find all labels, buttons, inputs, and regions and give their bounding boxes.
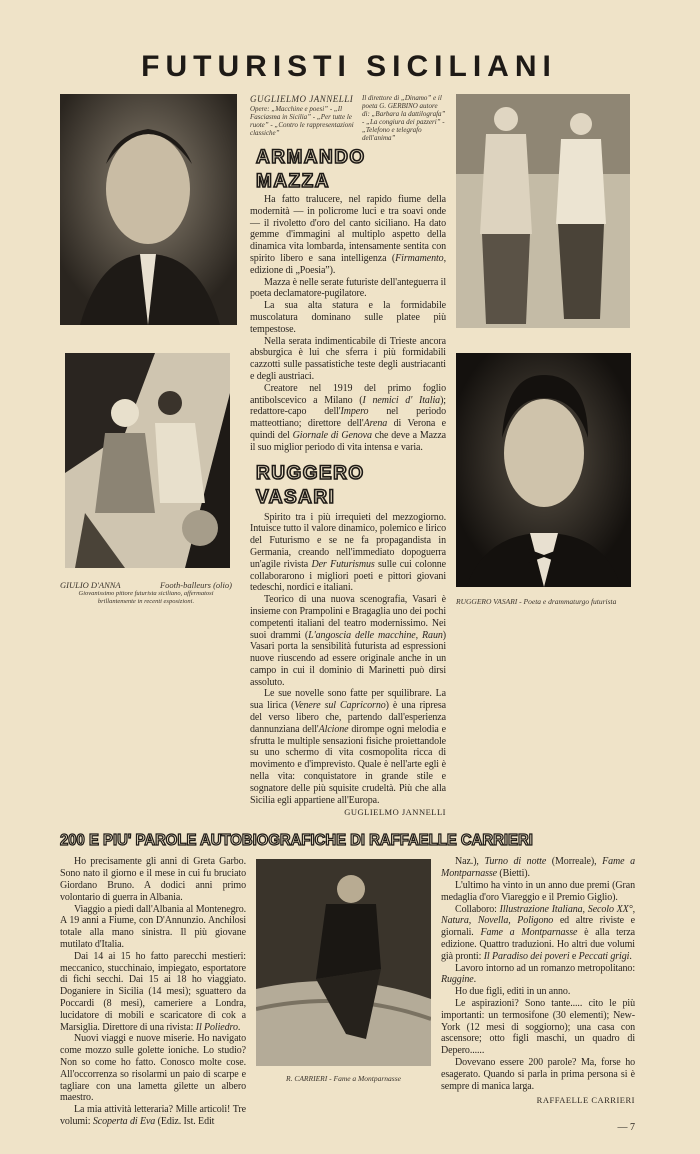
- text-run: Dovevano essere 200 parole? Ma, forse ho esagerato. Quando si parla in prima persona si è sempre di manica larga.: [441, 1057, 635, 1092]
- text-run: Nella serata indimenticabile di Trieste ancora absburgica è lui che sferra i più formidabili cazzotti sulle passatistiche teste degli austriacanti e degli austriaci.: [250, 335, 446, 382]
- text-run: Viaggio a piedi dall'Albania al Montenegro. A 19 anni a Fiume, con D'Annunzio. Anchilosi totale alla mano sinistra. Il più giovane mutilato d'Italia.: [60, 903, 246, 951]
- text-run: Naz.),: [455, 856, 485, 868]
- text-run: è alla terza edizione. Quattro traduzioni. Ho altri due volumi già pronti:: [441, 927, 636, 962]
- top-section: [60, 94, 638, 818]
- left-column: [60, 94, 240, 818]
- text-run: Mazza è nelle serate futuriste dell'anteguerra il poeta declamatore-pugilatore.: [250, 276, 446, 300]
- text-run: Ha fatto tralucere, nel rapido fiume della modernità — in policrome luci e tra soavi onde — il rivoletto d'oro del canto siciliano. Ha dato gemme d'immagini al multiplo aspetto della dinamica vita lombarda, intensamente sentita con spirito libero e sana intelligenza (: [250, 194, 446, 264]
- signature-carrieri: RAFFAELLE CARRIERI: [536, 1095, 635, 1106]
- paragraph: [441, 998, 635, 1057]
- caption-name: GUGLIELMO JANNELLI: [250, 94, 354, 104]
- text-run: ed altre riviste e giornali.: [441, 915, 635, 939]
- italic-title: Arena: [363, 418, 388, 430]
- caption-dinamo: Il direttore di „Dinamo” e il poeta G. GERBINO autore di: „Barbara la dattilografa” - „La congiura dei pazzeri” - „Telefono e telegrafo dell'anima”: [362, 94, 446, 142]
- text-run: che deve a Mazza il suo miglior periodo di vita intensa e varia.: [250, 429, 446, 453]
- paragraph: [60, 1033, 246, 1104]
- paragraph: [250, 277, 446, 301]
- text-run: ); redattore-capo dell': [250, 394, 446, 418]
- caption-vasari: RUGGERO VASARI - Poeta e drammaturgo futurista: [456, 597, 617, 606]
- text-run: dirompe ogni melodia e sfrutta le multiple sensazioni fisiche proiettandole su uno schermo di vita cosmopolita ricca di movimento e d'imprevisto. Quale è nell'arte egli è nella vita: conquistatore in grande stile e sognatore delle più squisite crudeltà. Più che alla Sicilia egli appartiene all'Europa.: [250, 723, 446, 806]
- paragraph: [441, 880, 635, 904]
- italic-title: Giornale di Genova: [292, 429, 372, 441]
- caption-name: GIULIO D'ANNA: [60, 580, 121, 590]
- portrait-photo-mazza: [60, 94, 237, 325]
- text-run: ) è una ripresa del verso libero che, partendo dall'esperienza dannunziana dell': [250, 700, 446, 735]
- text-run: Lavoro intorno ad un romanzo metropolitano:: [455, 962, 635, 974]
- paragraph: [441, 856, 635, 880]
- signature-jannelli: GUGLIELMO JANNELLI: [344, 807, 446, 818]
- text-run: Creatore nel 1919 del primo foglio antibolscevico a Milano (: [250, 382, 446, 406]
- paragraph: [250, 300, 446, 335]
- text-run: sulle cui colonne collaborarono i migliori poeti e pittori giovani tedeschi, nordici e italiani.: [250, 558, 447, 594]
- paragraph: [441, 904, 635, 963]
- paragraph: [441, 986, 635, 998]
- italic-title: Firmamento: [395, 252, 444, 264]
- italic-title: Fame a Montparnasse: [441, 856, 636, 880]
- article-vasari: [250, 512, 446, 807]
- page-title: FUTURISTI SICILIANI: [141, 50, 557, 83]
- text-run: L'ultimo ha vinto in un anno due premi (Gran medaglia d'oro Viareggio e il Premio Giglio).: [441, 880, 635, 903]
- article-carrieri-left: [60, 856, 246, 1134]
- italic-title: Peccati grigi: [578, 950, 630, 962]
- text-run: ) Vasari porta la sensibilità futurista ad espressioni nuove riuscendo ad essere originale anche in un campo in cui il dominio di Marinetti può dirsi assoluto.: [250, 629, 446, 688]
- paragraph: [441, 963, 635, 987]
- page-number: — 7: [617, 1122, 635, 1134]
- caption-work: Footh-balleurs (olio): [159, 580, 232, 590]
- text-run: Ho precisamente gli anni di Greta Garbo. Sono nato il giorno e il mese in cui fu bruciato Giordano Bruno. A dodici anni primo volontario di guerra in Albania.: [60, 856, 246, 903]
- text-run: (Bietti).: [497, 868, 530, 880]
- caption-row: [250, 94, 446, 142]
- italic-title: Il Poliedro: [195, 1021, 238, 1033]
- paragraph: [441, 1057, 635, 1092]
- italic-title: Der Futurismus: [311, 558, 375, 570]
- text-run: .: [237, 1021, 241, 1033]
- italic-title: Turno di notte: [484, 856, 547, 868]
- text-run: Spirito tra i più irrequieti del mezzogiorno. Intuisce tutto il valore dinamico, polemico e lirico del Futurismo e se ne fa propagandista in Germania, creando nell'immediato dopoguerra un'agile rivista: [250, 511, 446, 570]
- article-carrieri-right: [441, 856, 635, 1092]
- carrieri-right-column: [441, 856, 635, 1134]
- painting-footh-balleurs: [65, 353, 230, 568]
- middle-column: [250, 94, 446, 818]
- portrait-photo-vasari: [456, 353, 631, 587]
- italic-title: Illustrazione Italiana, Secolo XX°, Natura, Novella, Poligono: [441, 903, 635, 927]
- text-run: (Morreale),: [546, 856, 603, 868]
- right-column: [456, 94, 634, 818]
- text-run: Collaboro:: [455, 903, 500, 915]
- paragraph: [60, 904, 246, 951]
- italic-title: I nemici d' Italia: [362, 394, 441, 406]
- heading-armando-mazza: ARMANDO MAZZA: [256, 147, 366, 192]
- text-run: , edizione di „Poesia”).: [250, 252, 446, 276]
- italic-title: Ruggine: [441, 974, 474, 986]
- text-run: .: [629, 950, 632, 962]
- text-run: (Ediz. Ist. Edit: [155, 1115, 215, 1127]
- text-run: Le aspirazioni? Sono tante..... cito le più importanti: un termosifone (30 elementi); New-York (12 mesi di soggiorno); una casa con ascensore; otto figli maschi, un quadro di Depero......: [441, 998, 635, 1057]
- italic-title: Fame a Montparnasse: [480, 927, 578, 939]
- italic-title: Il Paradiso dei poveri: [483, 950, 570, 962]
- caption-text: Opere: „Macchine e poesi” - „Il Fasciasma in Sicilia” - „Per tutte le ruote” - „Contro le rappresentazioni classiche”: [250, 105, 354, 137]
- paragraph: [250, 594, 446, 688]
- text-run: e: [569, 950, 579, 962]
- italic-title: Alcione: [318, 723, 349, 735]
- paragraph: [250, 383, 446, 454]
- caption-text: Giovanissimo pittore futurista siciliano, affermatosi brillantemente in recenti esposizioni.: [78, 590, 214, 605]
- paragraph: [60, 1104, 246, 1128]
- article-mazza: [250, 194, 446, 454]
- text-run: Dai 14 ai 15 ho fatto parecchi mestieri: meccanico, stucchinaio, impiegato, esportatore di fichi secchi. Dai 15 ai 18 ho viaggiato. Doganiere in Sicilia (14 mesi); sguattero da Poccardi (8 mesi), cameriere a Londra, lucidatore di mobili e scaricatore di cok a Marsiglia. Direttore di una rivista:: [60, 950, 246, 1033]
- heading-carrieri: 200 E PIU' PAROLE AUTOBIOGRAFICHE DI RAFFAELLE CARRIERI: [60, 832, 533, 850]
- text-run: nel periodo matteottiano; direttore dell': [250, 406, 446, 430]
- italic-title: Venere sul Capricorno: [294, 700, 386, 712]
- text-run: Le sue novelle sono fatte per squilibrare. La sua lirica (: [250, 688, 446, 712]
- text-run: Ho due figli, editi in un anno.: [455, 986, 571, 998]
- paragraph: [250, 194, 446, 277]
- italic-title: Impero: [340, 406, 369, 418]
- caption-jannelli: [250, 94, 354, 142]
- text-run: di Verona e quindi del: [250, 418, 446, 441]
- paragraph: [60, 951, 246, 1034]
- bottom-section: [60, 856, 638, 1134]
- paragraph: [250, 688, 446, 806]
- paragraph: [60, 856, 246, 903]
- paragraph: [250, 336, 446, 383]
- text-run: La sua alta statura e la formidabile muscolatura dominano sulle platee più tempestose.: [250, 300, 446, 335]
- italic-title: L'angoscia delle macchine, Raun: [308, 629, 443, 641]
- caption-danna: [60, 580, 232, 606]
- italic-title: Scoperta di Eva: [92, 1115, 156, 1127]
- carrieri-photo-column: [256, 856, 431, 1134]
- text-run: La mia attività letteraria? Mille articoli! Tre volumi:: [60, 1104, 246, 1127]
- heading-ruggero-vasari: RUGGERO VASARI: [256, 462, 365, 508]
- photo-dinamo-gerbino: [456, 94, 630, 328]
- text-run: .: [473, 974, 477, 986]
- text-run: Nuovi viaggi e nuove miserie. Ho navigato come mozzo sulle golette ioniche. Lo studio? Non so come ho fatto. Conosco molte cose. All'occorrenza so risolarmi un paio di scarpe e tagliare con una lametta gilette un albero maestro.: [60, 1033, 246, 1104]
- text-run: Teorico di una nuova scenografia, Vasari è insieme con Prampolini e Bragaglia uno dei pochi competenti italiani del teatro modernissimo. Nei suoi drammi (: [250, 594, 446, 641]
- paragraph: [250, 512, 446, 595]
- caption-carrieri-photo: R. CARRIERI - Fame a Montparnasse: [286, 1074, 401, 1084]
